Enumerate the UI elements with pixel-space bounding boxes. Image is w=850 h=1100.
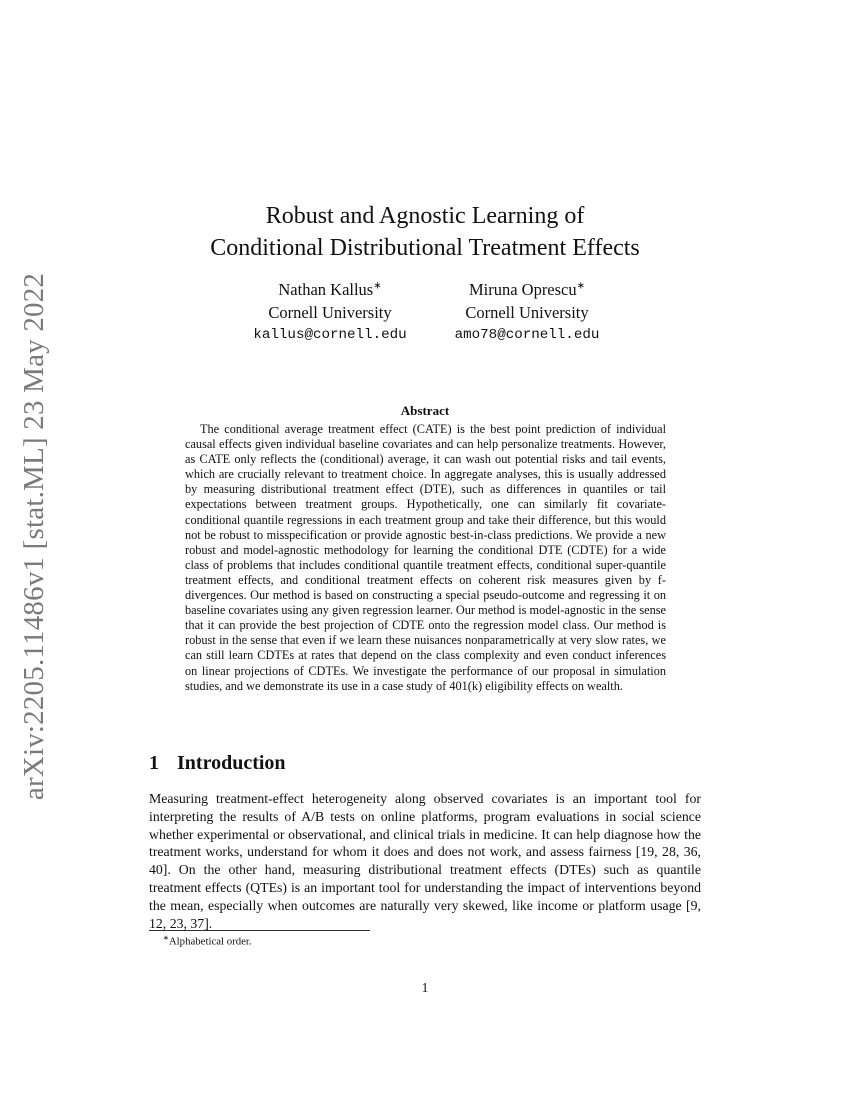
author-block-1 [240, 278, 420, 347]
abstract-body: The conditional average treatment effect (CATE) is the best point prediction of individual causal effects given individual baseline covariates and can help personalize treatments. However, as CATE only reflects the (conditional) average, it can wash out potential risks and tail events, which are crucially relevant to treatment choice. In aggregate analyses, this is usually addressed by measuring distributional treatment effect (DTE), such as differences in quantiles or tail expectations between treatment groups. Hypothetically, one can similarly fit covariate-conditional quantile regressions in each treatment group and take their difference, but this would not be robust to misspecification or provide agnostic best-in-class predictions. We provide a new robust and model-agnostic methodology for learning the conditional DTE (CDTE) for a wide class of problems that includes conditional quantile treatment effects, conditional super-quantile treatment effects, and conditional treatment effects on coherent risk measures given by f-divergences. Our method is based on constructing a special pseudo-outcome and regressing it on baseline covariates using any given regression learner. Our method is model-agnostic in the sense that it can provide the best projection of CDTE onto the regression model class. Our method is robust in the sense that even if we learn these nuisances nonparametrically at very slow rates, we can still learn CDTEs at rates that depend on the class complexity and even conduct inferences on linear projections of CDTEs. We investigate the performance of our proposal in simulation studies, and we demonstrate its use in a case study of 401(k) eligibility effects on wealth. [185, 422, 666, 693]
section-heading [149, 752, 286, 775]
arxiv-identifier: arXiv:2205.11486v1 [stat.ML] 23 May 2022 [18, 272, 51, 800]
section-title: Introduction [177, 752, 286, 774]
title-line-2: Conditional Distributional Treatment Effects [210, 235, 640, 261]
author-name: Nathan Kallus [278, 280, 374, 299]
author-marker: ∗ [373, 280, 382, 292]
page-number: 1 [421, 980, 429, 995]
author-marker: ∗ [576, 280, 586, 292]
title-line-1: Robust and Agnostic Learning of [265, 203, 585, 229]
author-affiliation: Cornell University [465, 303, 589, 322]
footnote-rule [149, 930, 370, 931]
paper-title [150, 200, 700, 264]
introduction-body: Measuring treatment-effect heterogeneity along observed covariates is an important tool for interpreting the results of A/B tests on online platforms, program evaluations in social science whether experimental or observational, and clinical trials in medicine. It can help diagnose how the treatment works, understand for whom it does and does not work, and assess fairness [19, 28, 36, 40]. On the other hand, measuring distributional treatment effects (DTEs) such as quantile treatment effects (QTEs) is an important tool for understanding the impact of interventions beyond the mean, especially when outcomes are naturally very skewed, like income or platform usage [9, 12, 23, 37]. [149, 791, 701, 931]
abstract-heading: Abstract [400, 403, 450, 418]
footnote [163, 934, 252, 948]
author-block-2 [442, 278, 612, 347]
footnote-marker: ∗ [163, 934, 169, 942]
author-email: kallus@cornell.edu [253, 327, 407, 343]
author-affiliation: Cornell University [268, 303, 392, 322]
section-number: 1 [149, 752, 159, 774]
arxiv-stamp [10, 272, 60, 800]
author-name: Miruna Oprescu [468, 280, 577, 299]
author-email: amo78@cornell.edu [454, 327, 600, 343]
footnote-text: Alphabetical order. [168, 935, 252, 948]
